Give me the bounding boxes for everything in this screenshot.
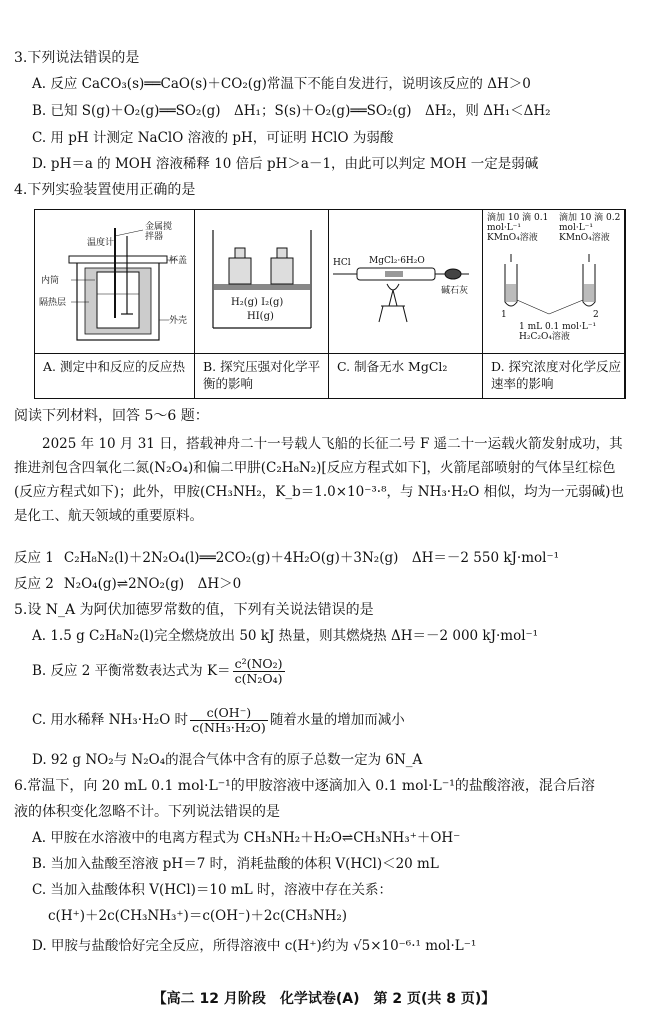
q6-stem-line1: 6.常温下，向 20 mL 0.1 mol·L⁻¹的甲胺溶液中逐滴加入 0.1 mol·L⁻¹的盐酸溶液，混合后溶 <box>14 778 595 794</box>
label-kmno4-1: 滴加 10 滴 0.1 mol·L⁻¹ KMnO₄溶液 <box>487 213 549 243</box>
piston-diagram <box>195 210 329 353</box>
label-hcl: HCl <box>333 258 351 268</box>
apparatus-cell-b <box>195 210 329 398</box>
label-mgcl2-hydrate: MgCl₂·6H₂O <box>369 256 425 266</box>
q5-option-b-text: B. 反应 2 平衡常数表达式为 K＝ <box>32 663 231 679</box>
q3-option-b: B. 已知 S(g)＋O₂(g)══SO₂(g) ΔH₁；S(s)＋O₂(g)══SO₂(g) ΔH₂，则 ΔH₁＜ΔH₂ <box>32 103 551 119</box>
label-h2-i2: H₂(g) I₂(g) <box>231 297 284 308</box>
reaction-1 <box>14 550 569 566</box>
q5-option-c-text: C. 用水稀释 NH₃·H₂O 时 <box>32 712 189 728</box>
reading-intro: 阅读下列材料，回答 5～6 题： <box>14 408 209 424</box>
q5-option-c <box>32 705 405 735</box>
caption-a: A. 测定中和反应的反应热 <box>43 359 185 374</box>
q3-option-d: D. pH＝a 的 MOH 溶液稀释 10 倍后 pH＞a－1，由此可以判定 MOH 一定是弱碱 <box>32 156 539 172</box>
q6-option-c: C. 当加入盐酸体积 V(HCl)＝10 mL 时，溶液中存在关系： <box>32 882 392 898</box>
caption-d: D. 探究浓度对化学反应速率的影响 <box>491 359 622 391</box>
label-stirrer: 金属搅拌器 <box>145 222 173 242</box>
q3-option-a: A. 反应 CaCO₃(s)══CaO(s)＋CO₂(g)常温下不能自发进行，说明该反应的 ΔH＞0 <box>32 76 531 92</box>
q5-option-a: A. 1.5 g C₂H₈N₂(l)完全燃烧放出 50 kJ 热量，则其燃烧热 ΔH＝－2 000 kJ·mol⁻¹ <box>32 628 539 644</box>
q6-option-c-equation: c(H⁺)＋2c(CH₃NH₃⁺)＝c(OH⁻)＋2c(CH₃NH₂) <box>48 908 348 924</box>
label-lid: 杯盖 <box>169 256 188 266</box>
reading-body <box>14 432 634 528</box>
caption-c: C. 制备无水 MgCl₂ <box>337 359 448 374</box>
reaction-2-label: 反应 2 <box>14 576 54 592</box>
q4-stem: 4.下列实验装置使用正确的是 <box>14 182 196 198</box>
reaction-2 <box>14 576 251 592</box>
label-insulation: 隔热层 <box>39 298 67 308</box>
q6-stem-line2: 液的体积变化忽略不计。下列说法错误的是 <box>14 804 280 820</box>
q3-option-c: C. 用 pH 计测定 NaClO 溶液的 pH，可证明 HClO 为弱酸 <box>32 130 394 146</box>
q5-c-denominator: c(NH₃·H₂O) <box>192 720 266 735</box>
label-oxalic: 1 mL 0.1 mol·L⁻¹ H₂C₂O₄溶液 <box>519 322 597 342</box>
q6-option-a: A. 甲胺在水溶液中的电离方程式为 CH₃NH₂＋H₂O⇌CH₃NH₃⁺＋OH⁻ <box>32 830 461 846</box>
q5-option-d: D. 92 g NO₂与 N₂O₄的混合气体中含有的原子总数一定为 6N_A <box>32 752 423 768</box>
label-tube-1: 1 <box>501 310 507 320</box>
q5-stem: 5.设 N_A 为阿伏加德罗常数的值，下列有关说法错误的是 <box>14 602 374 618</box>
q5-option-b <box>32 656 287 686</box>
label-tube-2: 2 <box>593 310 599 320</box>
q5-c-fraction <box>190 706 268 735</box>
q6-option-b: B. 当加入盐酸至溶液 pH＝7 时，消耗盐酸的体积 V(HCl)＜20 mL <box>32 856 439 872</box>
caption-b: B. 探究压强对化学平衡的影响 <box>203 359 321 391</box>
q5-b-denominator: c(N₂O₄) <box>234 671 283 686</box>
apparatus-table <box>34 209 626 399</box>
q5-c-numerator: c(OH⁻) <box>190 706 268 721</box>
caption-divider <box>35 353 625 354</box>
q3-stem: 3.下列说法错误的是 <box>14 50 140 66</box>
dehydration-diagram <box>329 210 483 353</box>
apparatus-cell-d <box>483 210 625 398</box>
reading-body-text: 2025 年 10 月 31 日，搭载神舟二十一号载人飞船的长征二号 F 遥二十一运载火箭发射成功，其推进剂包含四氧化二氮(N₂O₄)和偏二甲肼(C₂H₈N₂)[反应方程式如下]，火箭尾部喷射的气体呈红棕色(反应方程式如下)；此外，甲胺(CH₃NH₂，K_b＝1.0×10⁻³·⁸，与 NH₃·H₂O 相似，均为一元弱碱)也是化工、航天领域的重要原料。 <box>14 436 624 524</box>
label-outer-shell: 外壳 <box>169 316 188 326</box>
apparatus-cell-c <box>329 210 483 398</box>
apparatus-cell-a <box>35 210 195 398</box>
label-kmno4-2: 滴加 10 滴 0.2 mol·L⁻¹ KMnO₄溶液 <box>559 213 621 243</box>
q6-option-d: D. 甲胺与盐酸恰好完全反应，所得溶液中 c(H⁺)约为 √5×10⁻⁶·¹ mol·L⁻¹ <box>32 938 477 954</box>
label-hi: HI(g) <box>247 311 274 322</box>
label-thermometer: 温度计 <box>87 238 115 248</box>
reaction-1-equation: C₂H₈N₂(l)＋2N₂O₄(l)══2CO₂(g)＋4H₂O(g)＋3N₂(g) ΔH＝－2 550 kJ·mol⁻¹ <box>63 550 560 566</box>
q5-b-numerator: c²(NO₂) <box>234 656 283 671</box>
q5-option-c-tail: 随着水量的增加而减小 <box>269 712 405 728</box>
reaction-1-label: 反应 1 <box>14 550 54 566</box>
label-inner-cup: 内筒 <box>41 276 60 286</box>
q5-b-fraction <box>233 657 285 686</box>
reaction-2-equation: N₂O₄(g)⇌2NO₂(g) ΔH＞0 <box>63 576 242 592</box>
label-soda-lime: 碱石灰 <box>441 286 469 296</box>
page-footer: 【高二 12 月阶段 化学试卷(A) 第 2 页(共 8 页)】 <box>152 991 496 1007</box>
